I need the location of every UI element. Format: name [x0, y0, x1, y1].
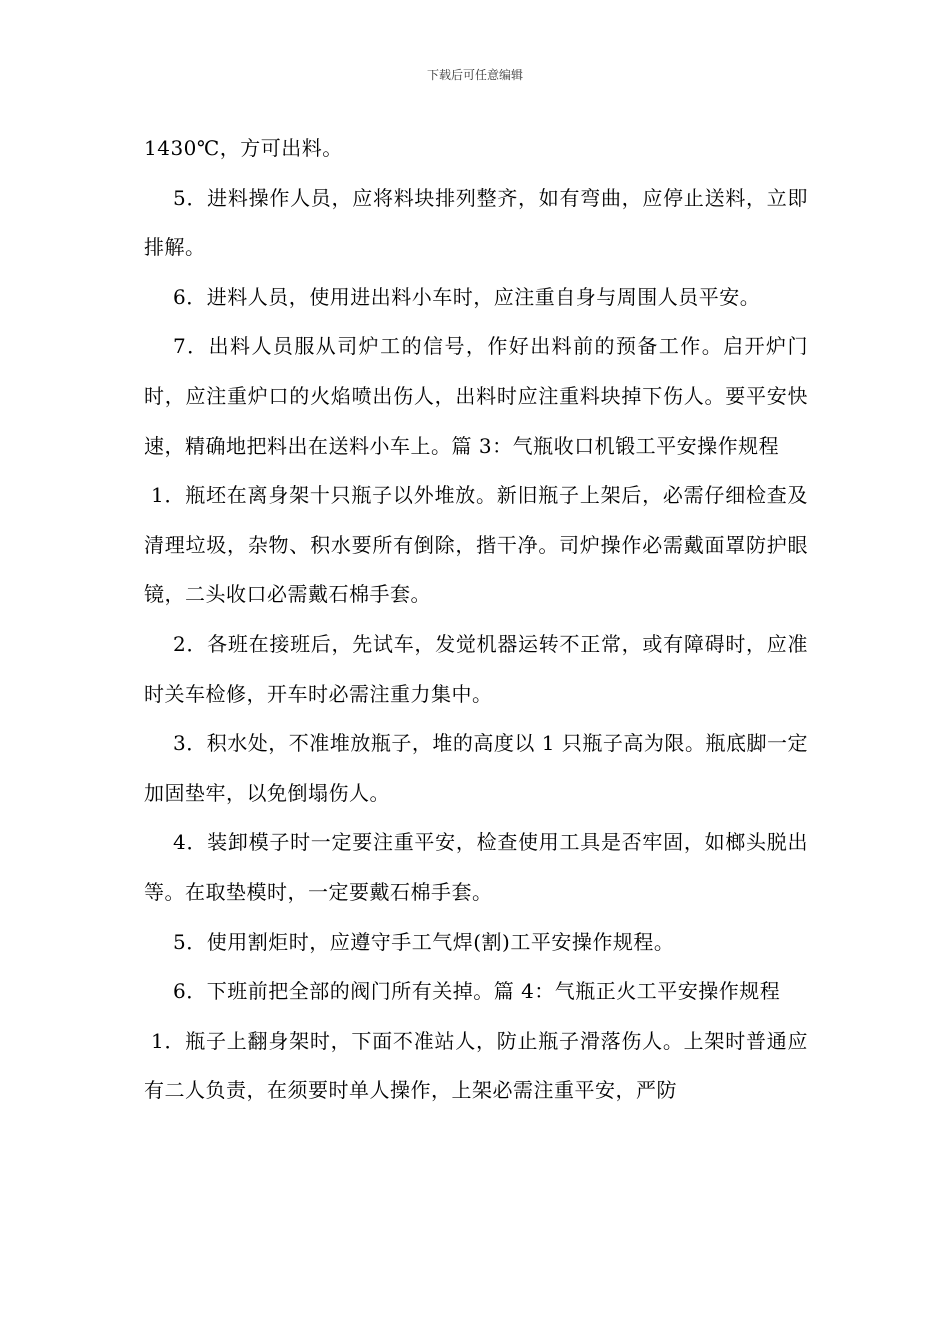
paragraph-item-5-feeding: 5．进料操作人员，应将料块排列整齐，如有弯曲，应停止送料，立即排解。 [144, 185, 808, 260]
paragraph-section3-item-6: 6．下班前把全部的阀门所有关掉。篇 4：气瓶正火工平安操作规程 [173, 979, 781, 1004]
paragraph-section3-item-2: 2．各班在接班后，先试车，发觉机器运转不正常，或有障碍时，应准时关车检修，开车时必需注重力集中。 [144, 631, 808, 706]
paragraph-section3-item-3: 3．积水处，不准堆放瓶子，堆的高度以 1 只瓶子高为限。瓶底脚一定加固垫牢，以免倒塌伤人。 [144, 731, 808, 805]
document-body [144, 124, 808, 1116]
page-header-note: 下载后可任意编辑 [426, 68, 523, 82]
paragraph-item-7-discharge: 7．出料人员服从司炉工的信号，作好出料前的预备工作。启开炉门时，应注重炉口的火焰喷出伤人，出料时应注重料块掉下伤人。要平安快速，精确地把料出在送料小车上。篇 3：气瓶收口机锻工平安操作规程 [144, 334, 808, 458]
paragraph-section3-item-1: 1．瓶坯在离身架十只瓶子以外堆放。新旧瓶子上架后，必需仔细检查及清理垃圾，杂物、积水要所有倒除，揩干净。司炉操作必需戴面罩防护眼镜，二头收口必需戴石棉手套。 [144, 483, 808, 607]
paragraph-section3-item-5: 5．使用割炬时，应遵守手工气焊(割)工平安操作规程。 [173, 929, 675, 954]
paragraph-item-6-feeding-cart: 6．进料人员，使用进出料小车时，应注重自身与周围人员平安。 [173, 284, 761, 309]
paragraph-section3-item-4: 4．装卸模子时一定要注重平安，检查使用工具是否牢固，如榔头脱出等。在取垫模时，一定要戴石棉手套。 [144, 830, 808, 904]
paragraph-1430: 1430℃，方可出料。 [144, 136, 343, 160]
paragraph-section4-item-1: 1．瓶子上翻身架时，下面不准站人，防止瓶子滑落伤人。上架时普通应有二人负责，在须要时单人操作，上架必需注重平安，严防 [144, 1028, 808, 1103]
